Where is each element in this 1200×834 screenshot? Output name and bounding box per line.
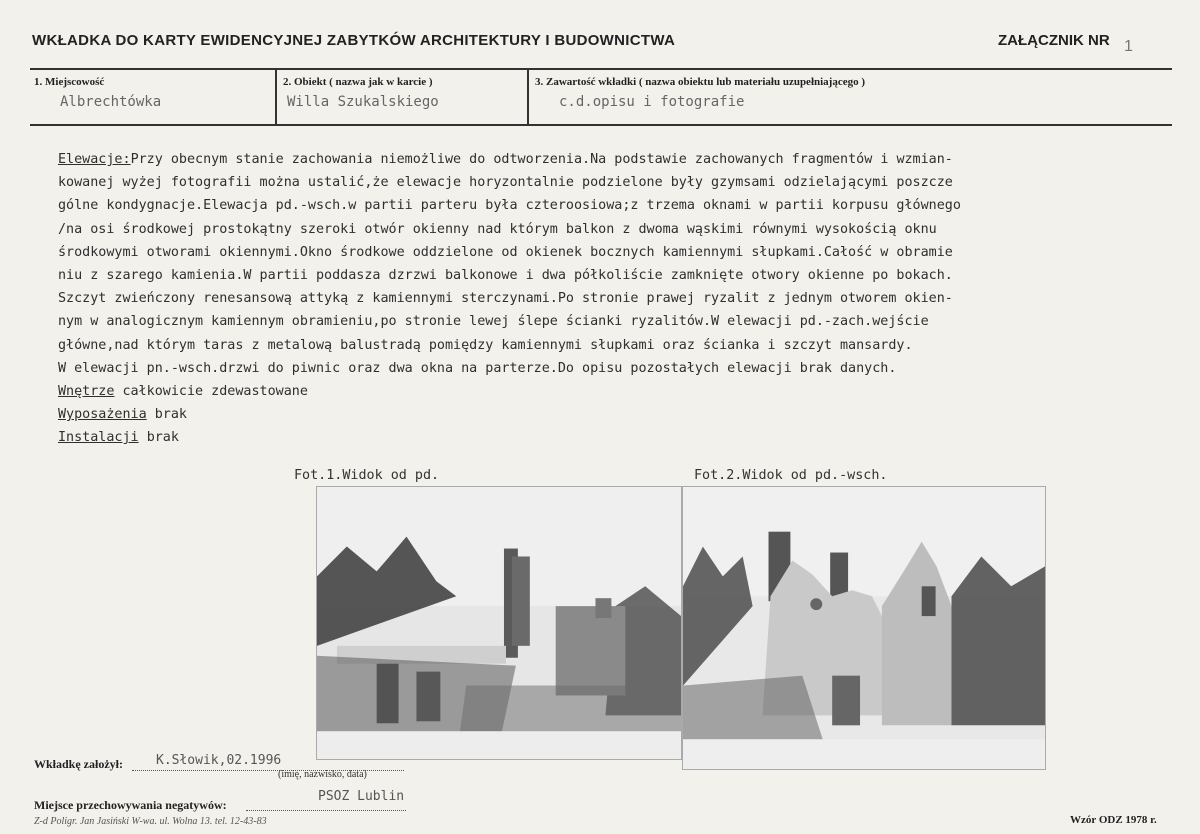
object-value: Willa Szukalskiego [287,94,439,110]
description-line: Szczyt zwieńczony renesansową attyką z kamiennymi sterczynami.Po stronie prawej ryzalit z jednym otworem okien- [58,291,953,307]
author-value: K.Słowik,02.1996 [156,753,282,768]
installation-line [58,426,1198,449]
header-rule [30,68,1172,70]
interior-label: Wnętrze [58,383,115,399]
storage-value: PSOZ Lublin [318,789,405,804]
form-title: WKŁADKA DO KARTY EWIDENCYJNEJ ZABYTKÓW ARCHITEKTURY I BUDOWNICTWA [32,32,676,49]
storage-dotted-line [246,810,406,811]
photo-2 [682,486,1046,770]
locality-value: Albrechtówka [60,94,162,110]
description-text [58,148,1198,449]
author-hint: (imię, nazwisko, data) [278,769,367,780]
fields-bottom-rule [30,124,1172,126]
content-value: c.d.opisu i fotografie [559,94,745,110]
locality-label: 1. Miejscowość [34,76,105,88]
author-label: Wkładkę założył: [34,757,123,771]
annex-label: ZAŁĄCZNIK NR [998,32,1110,49]
description-line: kowanej wyżej fotografii można ustalić,że elewacje horyzontalnie podzielone były gzymsami odzielającymi poszcze [58,175,953,191]
field-divider-1 [275,68,277,124]
storage-label: Miejsce przechowywania negatywów: [34,798,227,812]
field-divider-2 [527,68,529,124]
photo1-caption: Fot.1.Widok od pd. [294,468,440,483]
form-model: Wzór ODZ 1978 r. [1070,814,1157,826]
interior-value: całkowicie zdewastowane [122,383,308,399]
photo-2-image [683,487,1045,769]
furnishing-label: Wyposażenia [58,407,147,423]
description-line: środkowymi otworami okiennymi.Okno środkowe oddzielone od okienek bocznych kamiennymi słupkami.Całość w obramie [58,244,953,260]
photo2-caption: Fot.2.Widok od pd.-wsch. [694,468,888,483]
elevations-heading: Elewacje: [58,152,131,167]
description-line: gólne kondygnacje.Elewacja pd.-wsch.w partii parteru była czteroosiowa;z trzema oknami w partii korpusu głównego [58,198,961,214]
installation-label: Instalacji [58,430,139,446]
description-line: nym w analogicznym kamiennym obramieniu,po stronie lewej ślepe ścianki ryzalitów.W elewacji pd.-zach.wejście [58,314,929,330]
object-label: 2. Obiekt ( nazwa jak w karcie ) [283,76,433,88]
description-line: W elewacji pn.-wsch.drzwi do piwnic oraz dwa okna na parterze.Do opisu pozostałych elewacji brak danych. [58,360,897,376]
description-line [58,148,1198,171]
description-line: niu z szarego kamienia.W partii poddasza dzrzwi balkonowe i dwa półkoliście zamknięte otwory okienne po bokach. [58,267,953,283]
content-label: 3. Zawartość wkładki ( nazwa obiektu lub materiału uzupełniającego ) [535,76,866,88]
furnishing-line [58,403,1198,426]
installation-value: brak [146,430,179,446]
description-line: /na osi środkowej prostokątny szeroki otwór okienny nad którym balkon z dwoma wąskimi równymi wysokością oknu [58,221,937,237]
annex-number: 1 [1124,38,1133,55]
interior-line [58,380,1198,403]
printer-imprint: Z-d Poligr. Jan Jasiński W-wa. ul. Wolna 13. tel. 12-43-83 [34,816,267,827]
photo-1-image [317,487,681,759]
description-line-text: Przy obecnym stanie zachowania niemożliwe do odtworzenia.Na podstawie zachowanych fragmentów i wzmian- [130,152,953,167]
description-line: główne,nad którym taras z metalową balustradą pomiędzy kamiennymi słupkami oraz ścianka i szczyt mansardy. [58,337,913,353]
photo-1 [316,486,682,760]
furnishing-value: brak [154,407,187,423]
